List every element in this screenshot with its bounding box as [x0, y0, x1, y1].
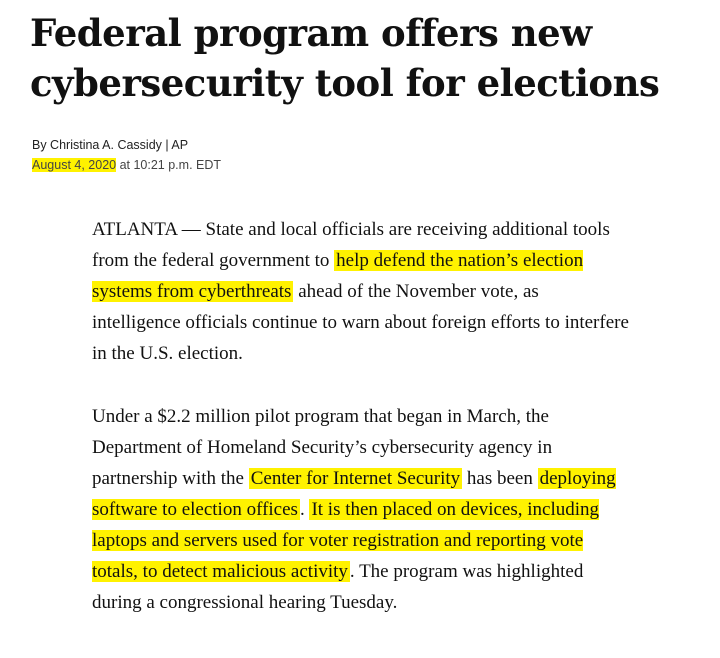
highlighted-text: Center for Internet Security — [250, 468, 461, 489]
text-segment: ATLANTA — State and local officials are receiving additional tools from the federal government to — [92, 219, 610, 271]
paragraph-2 — [92, 401, 632, 618]
text-segment: ahead of the November vote, as intelligence officials continue to warn about foreign efforts to interfere in the U.S. election. — [92, 281, 629, 364]
publish-time: at 10:21 p.m. EDT — [116, 158, 222, 172]
text-segment: Under a $2.2 million pilot program that began in March, the Department of Homeland Security’s cybersecurity agency in partnership with the — [92, 406, 553, 489]
highlighted-text: help defend the nation’s election systems from cyberthreats — [92, 250, 584, 302]
text-segment: has been — [462, 468, 538, 489]
dateline — [32, 156, 221, 174]
byline: By Christina A. Cassidy | AP — [32, 138, 189, 152]
article-body — [92, 214, 632, 650]
text-segment: . The program was highlighted during a congressional hearing Tuesday. — [92, 561, 584, 613]
paragraph-1 — [92, 214, 632, 369]
publish-date: August 4, 2020 — [32, 158, 117, 172]
highlighted-text: It is then placed on devices, including laptops and servers used for voter registration and reporting vote totals, to detect malicious activity — [92, 499, 599, 582]
headline: Federal program offers new cybersecurity tool for elections — [30, 11, 660, 105]
highlighted-text: deploying software to election offices — [92, 468, 616, 520]
text-segment: . — [299, 499, 310, 520]
